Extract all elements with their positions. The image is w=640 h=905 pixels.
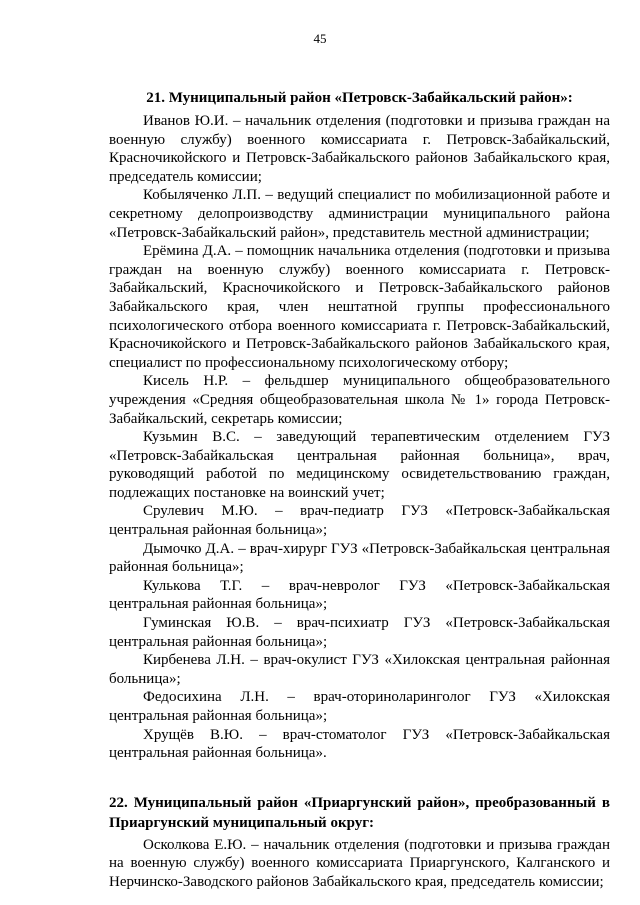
paragraph: Осколкова Е.Ю. – начальник отделения (подготовки и призыва граждан на военную службу) военного комиссариата Приаргунского, Калганского и Нерчинско-Заводского районов Забайкальского края, председатель комиссии; — [109, 836, 610, 890]
paragraph: Ерёмина Д.А. – помощник начальника отделения (подготовки и призыва граждан на военную службу) военного комиссариата г. Петровск-Забайкальский, Красночикойского и Петровск-Забайкальского районов Забайкальского края, член нештатной группы профессионального психологического отбора военного комиссариата г. Петровск-Забайкальский, Красночикойского и Петровск-Забайкальского районов Забайкальского края, специалист по профессиональному психологическому отбору; — [109, 243, 610, 371]
section-22-heading: 22. Муниципальный район «Приаргунский район», преобразованный в Приаргунский муниципальный округ: — [109, 794, 610, 831]
section-21-heading: 21. Муниципальный район «Петровск-Забайкальский район»: — [146, 90, 573, 106]
paragraph: Кирбенева Л.Н. – врач-окулист ГУЗ «Хилокская центральная районная больница»; — [109, 652, 610, 687]
paragraph: Иванов Ю.И. – начальник отделения (подготовки и призыва граждан на военную службу) военного комиссариата г. Петровск-Забайкальский, Красночикойского и Петровск-Забайкальского районов Забайкальского края, председатель комиссии; — [109, 113, 610, 185]
paragraph: Гуминская Ю.В. – врач-психиатр ГУЗ «Петровск-Забайкальская центральная районная больница»; — [109, 615, 610, 650]
paragraph: Кисель Н.Р. – фельдшер муниципального общеобразовательного учреждения «Средняя общеобразовательная школа № 1» города Петровск-Забайкальский, секретарь комиссии; — [109, 373, 610, 427]
paragraph: Дымочко Д.А. – врач-хирург ГУЗ «Петровск-Забайкальская центральная районная больница»; — [109, 540, 610, 576]
paragraph: Кобыляченко Л.П. – ведущий специалист по мобилизационной работе и секретному делопроизводству администрации муниципального района «Петровск-Забайкальский район», представитель местной администрации; — [109, 187, 610, 241]
paragraph: Хрущёв В.Ю. – врач-стоматолог ГУЗ «Петровск-Забайкальская центральная районная больница». — [109, 726, 610, 762]
paragraph: Федосихина Л.Н. – врач-оториноларинголог ГУЗ «Хилокская центральная районная больница»; — [109, 689, 610, 724]
page-number: 45 — [313, 31, 327, 46]
paragraph: Срулевич М.Ю. – врач-педиатр ГУЗ «Петровск-Забайкальская центральная районная больница»; — [109, 503, 610, 539]
document-body — [109, 88, 610, 892]
paragraph: Кузьмин В.С. – заведующий терапевтическим отделением ГУЗ «Петровск-Забайкальская центральная районная больница», врач, руководящий работой по медицинскому освидетельствованию граждан, подлежащих постановке на воинский учет; — [109, 429, 610, 501]
paragraph: Кулькова Т.Г. – врач-невролог ГУЗ «Петровск-Забайкальская центральная районная больница»; — [109, 577, 610, 613]
